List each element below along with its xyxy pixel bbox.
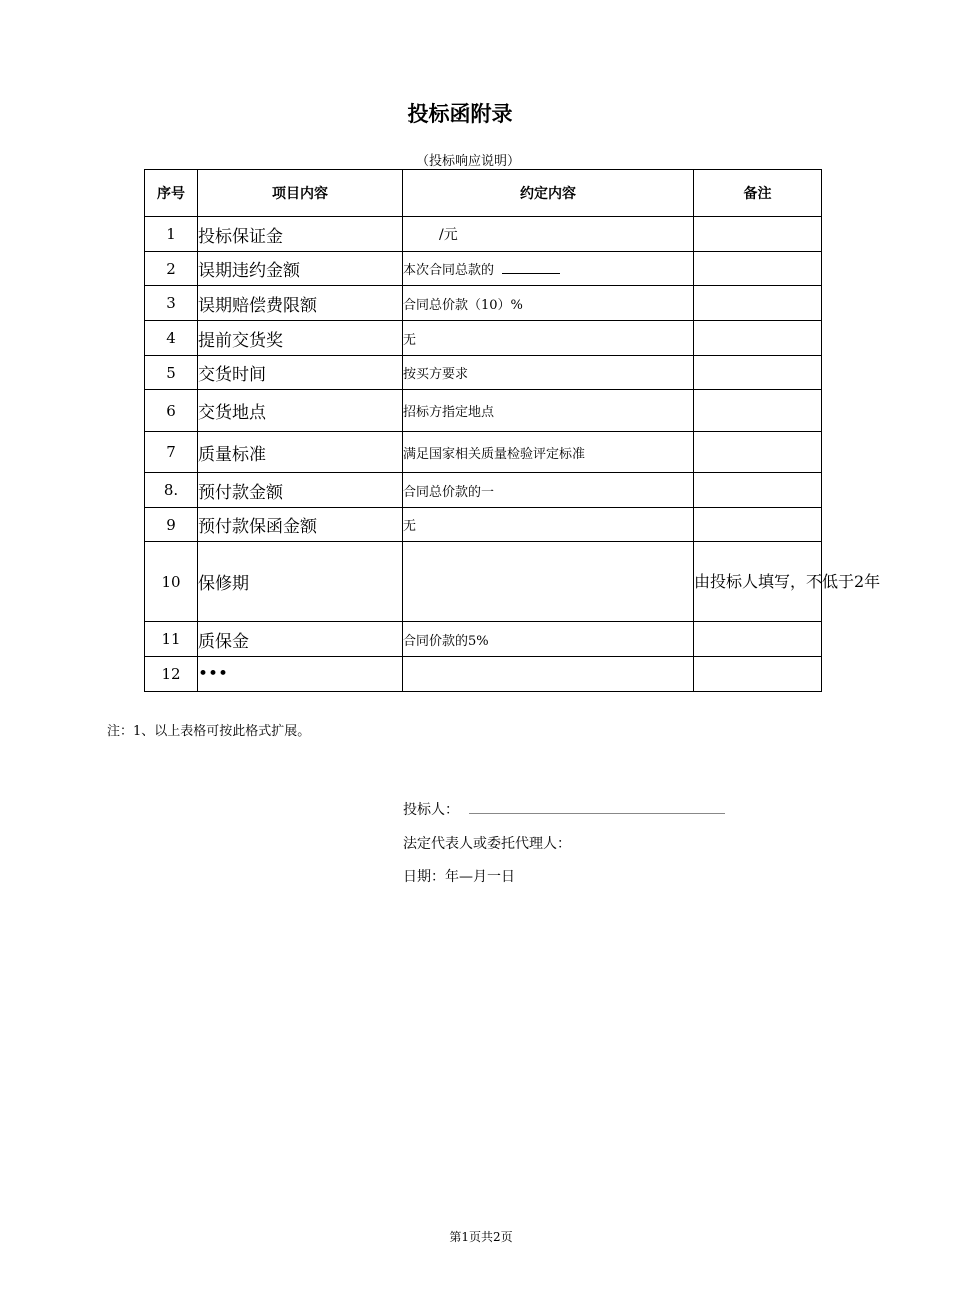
fill-in-blank — [502, 261, 560, 274]
row-content: 无 — [403, 321, 694, 356]
row-item: 质保金 — [198, 622, 403, 657]
table-row — [145, 252, 822, 286]
document-subtitle: （投标响应说明） — [415, 154, 520, 169]
table-row — [145, 432, 822, 473]
row-item: 提前交货奖 — [198, 321, 403, 356]
row-remark — [694, 508, 822, 542]
table-header-row — [145, 170, 822, 217]
row-content: 合同总价款的一 — [403, 473, 694, 508]
table-row — [145, 356, 822, 390]
page-number: 第1页共2页 — [449, 1230, 513, 1244]
bidder-signature-field[interactable] — [469, 801, 725, 814]
header-content: 约定内容 — [403, 170, 694, 217]
table-row — [145, 622, 822, 657]
row-content — [403, 542, 694, 622]
table-row — [145, 217, 822, 252]
row-number: 12 — [145, 657, 198, 692]
footnote: 注：1、以上表格可按此格式扩展。 — [107, 724, 311, 739]
row-number: 3 — [145, 286, 198, 321]
row-number: 8. — [145, 473, 198, 508]
row-item: 预付款金额 — [198, 473, 403, 508]
row-number: 5 — [145, 356, 198, 390]
row-remark — [694, 390, 822, 432]
row-item: 质量标准 — [198, 432, 403, 473]
row-content: 无 — [403, 508, 694, 542]
row-remark: 由投标人填写，不低于2年 — [694, 542, 822, 622]
row-item: 预付款保函金额 — [198, 508, 403, 542]
row-content: 满足国家相关质量检验评定标准 — [403, 432, 694, 473]
row-number: 1 — [145, 217, 198, 252]
row-number: 2 — [145, 252, 198, 286]
row-remark — [694, 657, 822, 692]
row-remark — [694, 432, 822, 473]
table-row — [145, 508, 822, 542]
table-row — [145, 286, 822, 321]
row-item: 保修期 — [198, 542, 403, 622]
row-content — [403, 252, 694, 286]
representative-label: 法定代表人或委托代理人： — [403, 836, 571, 852]
row-item: 误期违约金额 — [198, 252, 403, 286]
row-content: 合同价款的5% — [403, 622, 694, 657]
row-content — [403, 657, 694, 692]
row-item: 误期赔偿费限额 — [198, 286, 403, 321]
row-remark — [694, 622, 822, 657]
row-remark — [694, 286, 822, 321]
header-item: 项目内容 — [198, 170, 403, 217]
row-item: 投标保证金 — [198, 217, 403, 252]
row-number: 9 — [145, 508, 198, 542]
header-number: 序号 — [145, 170, 198, 217]
row-item: 交货时间 — [198, 356, 403, 390]
row-item: ••• — [198, 657, 403, 692]
row-content: 合同总价款（10）% — [403, 286, 694, 321]
table-row — [145, 390, 822, 432]
row-content: /元 — [403, 217, 694, 252]
row-content: 招标方指定地点 — [403, 390, 694, 432]
row-remark — [694, 321, 822, 356]
row-item: 交货地点 — [198, 390, 403, 432]
table-row — [145, 657, 822, 692]
row-remark — [694, 356, 822, 390]
row-number: 6 — [145, 390, 198, 432]
bidder-label: 投标人： — [403, 802, 459, 818]
row-remark — [694, 217, 822, 252]
appendix-table — [144, 169, 881, 692]
header-remark: 备注 — [694, 170, 822, 217]
row-remark — [694, 252, 822, 286]
row-number: 7 — [145, 432, 198, 473]
row-number: 10 — [145, 542, 198, 622]
row-content: 按买方要求 — [403, 356, 694, 390]
row-remark — [694, 473, 822, 508]
document-title: 投标函附录 — [407, 102, 513, 126]
bidder-line — [403, 799, 725, 819]
date-label: 日期：年—月一日 — [403, 869, 515, 885]
table-row — [145, 321, 822, 356]
row-number: 11 — [145, 622, 198, 657]
table-row — [145, 542, 822, 622]
table-row — [145, 473, 822, 508]
row-number: 4 — [145, 321, 198, 356]
row-content-text: 本次合同总款的 — [403, 263, 495, 278]
